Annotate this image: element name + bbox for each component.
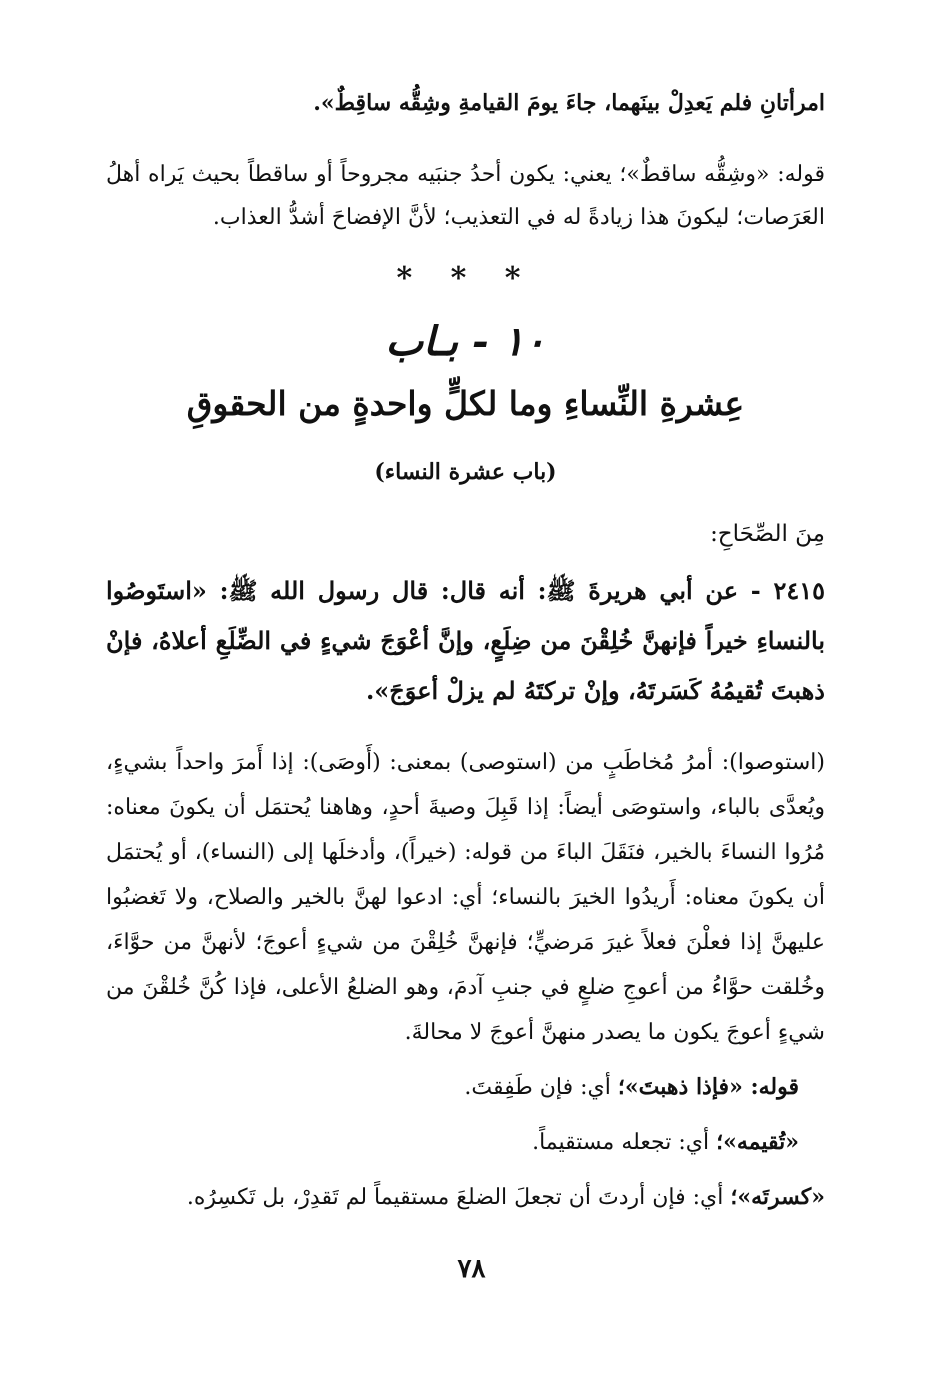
chapter-subtitle: (باب عشرة النساء) (374, 459, 557, 485)
note-line (106, 1175, 825, 1220)
note-text: أي: فإن طَفِقتَ. (464, 1075, 611, 1100)
note-line (106, 1120, 799, 1165)
comment-paragraph: قوله: «وشِقُّه ساقطٌ»؛ يعني: يكون أحدُ جنبَيه مجروحاً أو ساقطاً بحيث يَراه أهلُ العَرَصات؛ ليكونَ هذا زيادةً له في التعذيب؛ لأنَّ الإفضاحَ أشدُّ العذاب. (106, 162, 825, 230)
note-text: أي: تجعله مستقيماً. (532, 1130, 710, 1155)
note-key: «كسرتَه»؛ (730, 1184, 825, 1210)
hadith-text: ٢٤١٥ - عن أبي هريرةَ ﷺ: أنه قال: قال رسول الله ﷺ: «استَوصُوا بالنساءِ خيراً فإنهنَّ خُلِقْنَ من ضِلَعٍ، وإنَّ أعْوَجَ شيءٍ في الضِّلَعِ أعلاهُ، فإنْ ذهبتَ تُقيمُهُ كَسَرتَهُ، وإنْ تركتَهُ لم يزلْ أعوَجَ». (106, 576, 825, 705)
section-heading: مِنَ الصِّحَاحِ: (710, 521, 825, 547)
note-text: أي: فإن أردتَ أن تجعلَ الضلعَ مستقيماً لم تَقدِرْ، بل تَكسِرُه. (186, 1185, 724, 1210)
top-paragraph: امرأتانِ فلم يَعدِلْ بينَهما، جاءَ يومَ القيامةِ وشِقُّه ساقِطٌ». (313, 90, 825, 116)
page-number: ٧٨ (457, 1254, 486, 1284)
section-separator: * * * (396, 261, 535, 296)
note-key: قوله: «فإذا ذهبتَ»؛ (617, 1074, 799, 1100)
note-line (106, 1065, 799, 1110)
commentary-paragraph: (استوصوا): أمرُ مُخاطَبٍ من (استوصى) بمعنى: (أَوصَى): إذا أَمرَ واحداً بشيءٍ، ويُعدَّى بالباء، واستوصَى أيضاً: إذا قَبِلَ وصيةَ أحدٍ، وهاهنا يُحتمَل أن يكونَ معناه: مُرُوا النساءَ بالخير، فنَقَلَ الباءَ من قوله: (خيراً)، وأدخلَها إلى (النساء)، أو يُحتمَل أن يكونَ معناه: أَريدُوا الخيرَ بالنساء؛ أي: ادعوا لهنَّ بالخير والصلاح، ولا تَغضبُوا عليهنَّ إذا فعلْنَ فعلاً غيرَ مَرضيٍّ؛ فإنهنَّ خُلِقْنَ من شيءٍ أعوجَ؛ لأنهنَّ من حوَّاءَ، وخُلقت حوَّاءُ من أعوجِ ضلعٍ في جنبِ آدمَ، وهو الضلعُ الأعلى، فإذا كُنَّ خُلقْنَ من شيءٍ أعوجَ يكون ما يصدر منهنَّ أعوجَ لا محالةَ. (106, 750, 825, 1045)
note-key: «تُقيمه»؛ (716, 1129, 799, 1155)
chapter-number: ١٠ - بـاب (385, 318, 546, 365)
chapter-title: عِشرةِ النِّساءِ وما لكلٍّ واحدةٍ من الحقوقِ (186, 384, 745, 423)
